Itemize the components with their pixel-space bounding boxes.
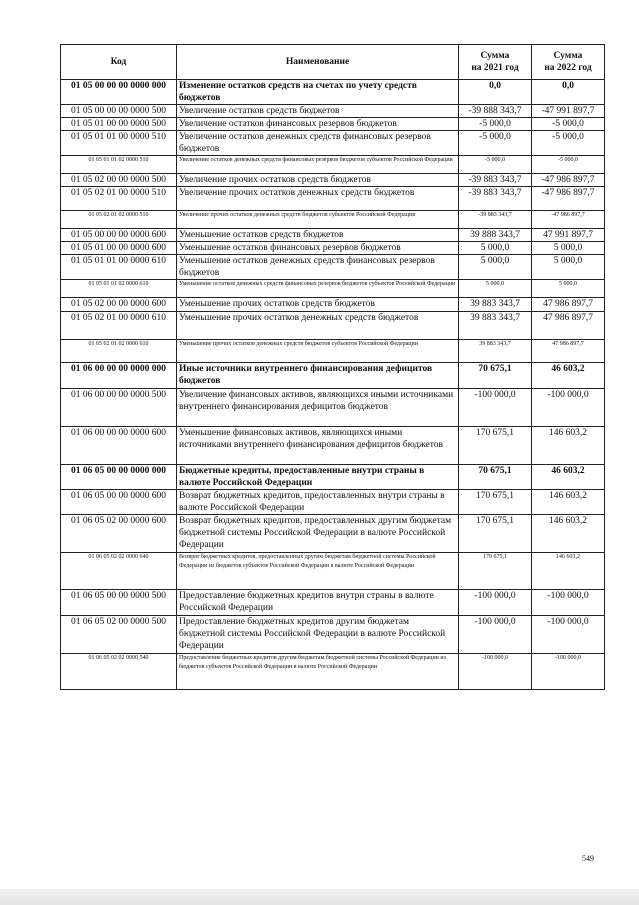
row-sum-2022: 47 986 897,7 — [532, 298, 605, 312]
row-name: Уменьшение остатков денежных средств финансовых резервов бюджетов — [177, 255, 459, 280]
row-code: 01 05 00 00 00 0000 000 — [61, 80, 177, 105]
row-sum-2021: 0,0 — [459, 80, 532, 105]
row-name: Увеличение прочих остатков денежных средств бюджетов субъектов Российской Федерации — [177, 211, 459, 229]
row-code: 01 05 02 00 00 0000 500 — [61, 174, 177, 187]
row-sum-2021: -100 000,0 — [459, 590, 532, 616]
table-row — [61, 616, 605, 654]
table-row — [61, 187, 605, 211]
row-name: Увеличение прочих остатков средств бюджетов — [177, 174, 459, 187]
row-sum-2021: 39 883 343,7 — [459, 340, 532, 363]
row-sum-2022: 47 991 897,7 — [532, 229, 605, 242]
row-code: 01 05 01 01 00 0000 610 — [61, 255, 177, 280]
row-sum-2021: -100 000,0 — [459, 389, 532, 427]
page-number: 549 — [582, 854, 594, 863]
row-code: 01 05 01 01 02 0000 610 — [61, 280, 177, 298]
row-name: Бюджетные кредиты, предоставленные внутри страны в валюте Российской Федерации — [177, 465, 459, 490]
scan-bottom-edge — [0, 889, 639, 905]
table-row — [61, 340, 605, 363]
row-code: 01 05 02 01 00 0000 510 — [61, 187, 177, 211]
row-name: Увеличение прочих остатков денежных средств бюджетов — [177, 187, 459, 211]
row-code: 01 06 05 02 02 0000 540 — [61, 654, 177, 690]
table-row — [61, 105, 605, 118]
row-sum-2022: 5 000,0 — [532, 242, 605, 255]
table-header-row — [61, 45, 605, 80]
row-code: 01 05 01 01 02 0000 510 — [61, 156, 177, 174]
row-sum-2021: 70 675,1 — [459, 363, 532, 389]
row-sum-2021: 5 000,0 — [459, 280, 532, 298]
row-code: 01 06 05 00 00 0000 000 — [61, 465, 177, 490]
row-sum-2021: -5 000,0 — [459, 118, 532, 131]
row-code: 01 05 02 01 00 0000 610 — [61, 312, 177, 340]
table-row — [61, 156, 605, 174]
row-name: Увеличение остатков финансовых резервов бюджетов — [177, 118, 459, 131]
row-sum-2022: -47 991 897,7 — [532, 105, 605, 118]
row-code: 01 05 01 01 00 0000 510 — [61, 131, 177, 156]
row-code: 01 06 00 00 00 0000 600 — [61, 427, 177, 465]
row-sum-2021: -5 000,0 — [459, 156, 532, 174]
row-sum-2021: 39 883 343,7 — [459, 312, 532, 340]
row-sum-2021: -39 888 343,7 — [459, 105, 532, 118]
row-name: Увеличение остатков денежных средств финансовых резервов бюджетов — [177, 131, 459, 156]
row-sum-2022: -100 000,0 — [532, 654, 605, 690]
row-name: Уменьшение финансовых активов, являющихся иными источниками внутреннего финансирования дефицитов бюджетов — [177, 427, 459, 465]
row-name: Уменьшение прочих остатков средств бюджетов — [177, 298, 459, 312]
row-sum-2022: -5 000,0 — [532, 118, 605, 131]
row-sum-2021: -5 000,0 — [459, 131, 532, 156]
table-row — [61, 174, 605, 187]
table-row — [61, 312, 605, 340]
row-sum-2022: 146 603,2 — [532, 490, 605, 515]
row-name: Увеличение остатков средств бюджетов — [177, 105, 459, 118]
header-sum-2021: Сумма на 2021 год — [459, 45, 532, 80]
row-code: 01 05 01 00 00 0000 500 — [61, 118, 177, 131]
row-name: Предоставление бюджетных кредитов внутри страны в валюте Российской Федерации — [177, 590, 459, 616]
table-row — [61, 389, 605, 427]
row-sum-2022: -100 000,0 — [532, 616, 605, 654]
row-sum-2022: 146 603,2 — [532, 515, 605, 553]
table-row — [61, 80, 605, 105]
table-row — [61, 280, 605, 298]
row-sum-2022: -47 986 897,7 — [532, 187, 605, 211]
row-name: Возврат бюджетных кредитов, предоставленных другим бюджетам бюджетной системы Российской Федерации в валюте Российской Федерации — [177, 515, 459, 553]
row-code: 01 05 02 01 02 0000 610 — [61, 340, 177, 363]
row-name: Иные источники внутреннего финансирования дефицитов бюджетов — [177, 363, 459, 389]
row-sum-2022: -47 986 897,7 — [532, 174, 605, 187]
row-code: 01 06 05 02 02 0000 640 — [61, 553, 177, 590]
row-code: 01 05 00 00 00 0000 600 — [61, 229, 177, 242]
row-name: Возврат бюджетных кредитов, предоставленных внутри страны в валюте Российской Федерации — [177, 490, 459, 515]
header-code: Код — [61, 45, 177, 80]
table-row — [61, 298, 605, 312]
row-name: Возврат бюджетных кредитов, предоставленных другим бюджетам бюджетной системы Российской Федерации из бюджетов субъектов Российской Федерации в валюте Российской Федерации — [177, 553, 459, 590]
row-sum-2021: -39 883 343,7 — [459, 187, 532, 211]
row-code: 01 05 01 00 00 0000 600 — [61, 242, 177, 255]
row-code: 01 06 00 00 00 0000 500 — [61, 389, 177, 427]
row-name: Уменьшение остатков денежных средств финансовых резервов бюджетов субъектов Российской Федерации — [177, 280, 459, 298]
table-row — [61, 363, 605, 389]
table-row — [61, 131, 605, 156]
row-sum-2021: 39 883 343,7 — [459, 298, 532, 312]
row-sum-2022: 146 603,2 — [532, 553, 605, 590]
row-name: Увеличение финансовых активов, являющихся иными источниками внутреннего финансирования дефицитов бюджетов — [177, 389, 459, 427]
table-row — [61, 654, 605, 690]
row-name: Предоставление бюджетных кредитов другим бюджетам бюджетной системы Российской Федерации из бюджетов субъектов Российской Федерации в валюте Российской Федерации — [177, 654, 459, 690]
row-name: Уменьшение остатков средств бюджетов — [177, 229, 459, 242]
header-name: Наименование — [177, 45, 459, 80]
row-name: Предоставление бюджетных кредитов другим бюджетам бюджетной системы Российской Федерации в валюте Российской Федерации — [177, 616, 459, 654]
table-row — [61, 255, 605, 280]
table-row — [61, 515, 605, 553]
table-row — [61, 242, 605, 255]
row-sum-2021: 170 675,1 — [459, 490, 532, 515]
row-sum-2022: 47 986 897,7 — [532, 340, 605, 363]
row-code: 01 06 05 00 00 0000 600 — [61, 490, 177, 515]
table-row — [61, 553, 605, 590]
table-row — [61, 211, 605, 229]
row-sum-2022: -5 000,0 — [532, 156, 605, 174]
row-sum-2021: 170 675,1 — [459, 515, 532, 553]
row-sum-2022: 5 000,0 — [532, 255, 605, 280]
row-sum-2022: -100 000,0 — [532, 389, 605, 427]
table-row — [61, 427, 605, 465]
row-code: 01 06 05 00 00 0000 500 — [61, 590, 177, 616]
table-row — [61, 229, 605, 242]
row-sum-2021: -100 000,0 — [459, 616, 532, 654]
table-row — [61, 590, 605, 616]
row-code: 01 06 05 02 00 0000 600 — [61, 515, 177, 553]
row-sum-2021: -39 883 343,7 — [459, 211, 532, 229]
row-code: 01 06 05 02 00 0000 500 — [61, 616, 177, 654]
row-sum-2021: 5 000,0 — [459, 242, 532, 255]
row-sum-2022: 5 000,0 — [532, 280, 605, 298]
table-row — [61, 465, 605, 490]
row-sum-2021: 5 000,0 — [459, 255, 532, 280]
row-sum-2021: -100 000,0 — [459, 654, 532, 690]
row-name: Уменьшение прочих остатков денежных средств бюджетов субъектов Российской Федерации — [177, 340, 459, 363]
row-sum-2022: -47 986 897,7 — [532, 211, 605, 229]
row-sum-2021: 39 888 343,7 — [459, 229, 532, 242]
row-sum-2022: -5 000,0 — [532, 131, 605, 156]
budget-sources-table — [60, 44, 605, 690]
row-sum-2021: -39 883 343,7 — [459, 174, 532, 187]
row-sum-2022: -100 000,0 — [532, 590, 605, 616]
row-sum-2022: 46 603,2 — [532, 363, 605, 389]
table-row — [61, 490, 605, 515]
row-sum-2021: 70 675,1 — [459, 465, 532, 490]
row-code: 01 05 02 01 02 0000 510 — [61, 211, 177, 229]
row-name: Изменение остатков средств на счетах по учету средств бюджетов — [177, 80, 459, 105]
row-code: 01 05 00 00 00 0000 500 — [61, 105, 177, 118]
row-name: Уменьшение остатков финансовых резервов бюджетов — [177, 242, 459, 255]
row-sum-2021: 170 675,1 — [459, 427, 532, 465]
row-code: 01 05 02 00 00 0000 600 — [61, 298, 177, 312]
row-code: 01 06 00 00 00 0000 000 — [61, 363, 177, 389]
row-sum-2022: 0,0 — [532, 80, 605, 105]
table-row — [61, 118, 605, 131]
row-sum-2022: 146 603,2 — [532, 427, 605, 465]
row-sum-2021: 170 675,1 — [459, 553, 532, 590]
header-sum-2022: Сумма на 2022 год — [532, 45, 605, 80]
row-sum-2022: 46 603,2 — [532, 465, 605, 490]
row-sum-2022: 47 986 897,7 — [532, 312, 605, 340]
row-name: Уменьшение прочих остатков денежных средств бюджетов — [177, 312, 459, 340]
row-name: Увеличение остатков денежных средств финансовых резервов бюджетов субъектов Российской Федерации — [177, 156, 459, 174]
